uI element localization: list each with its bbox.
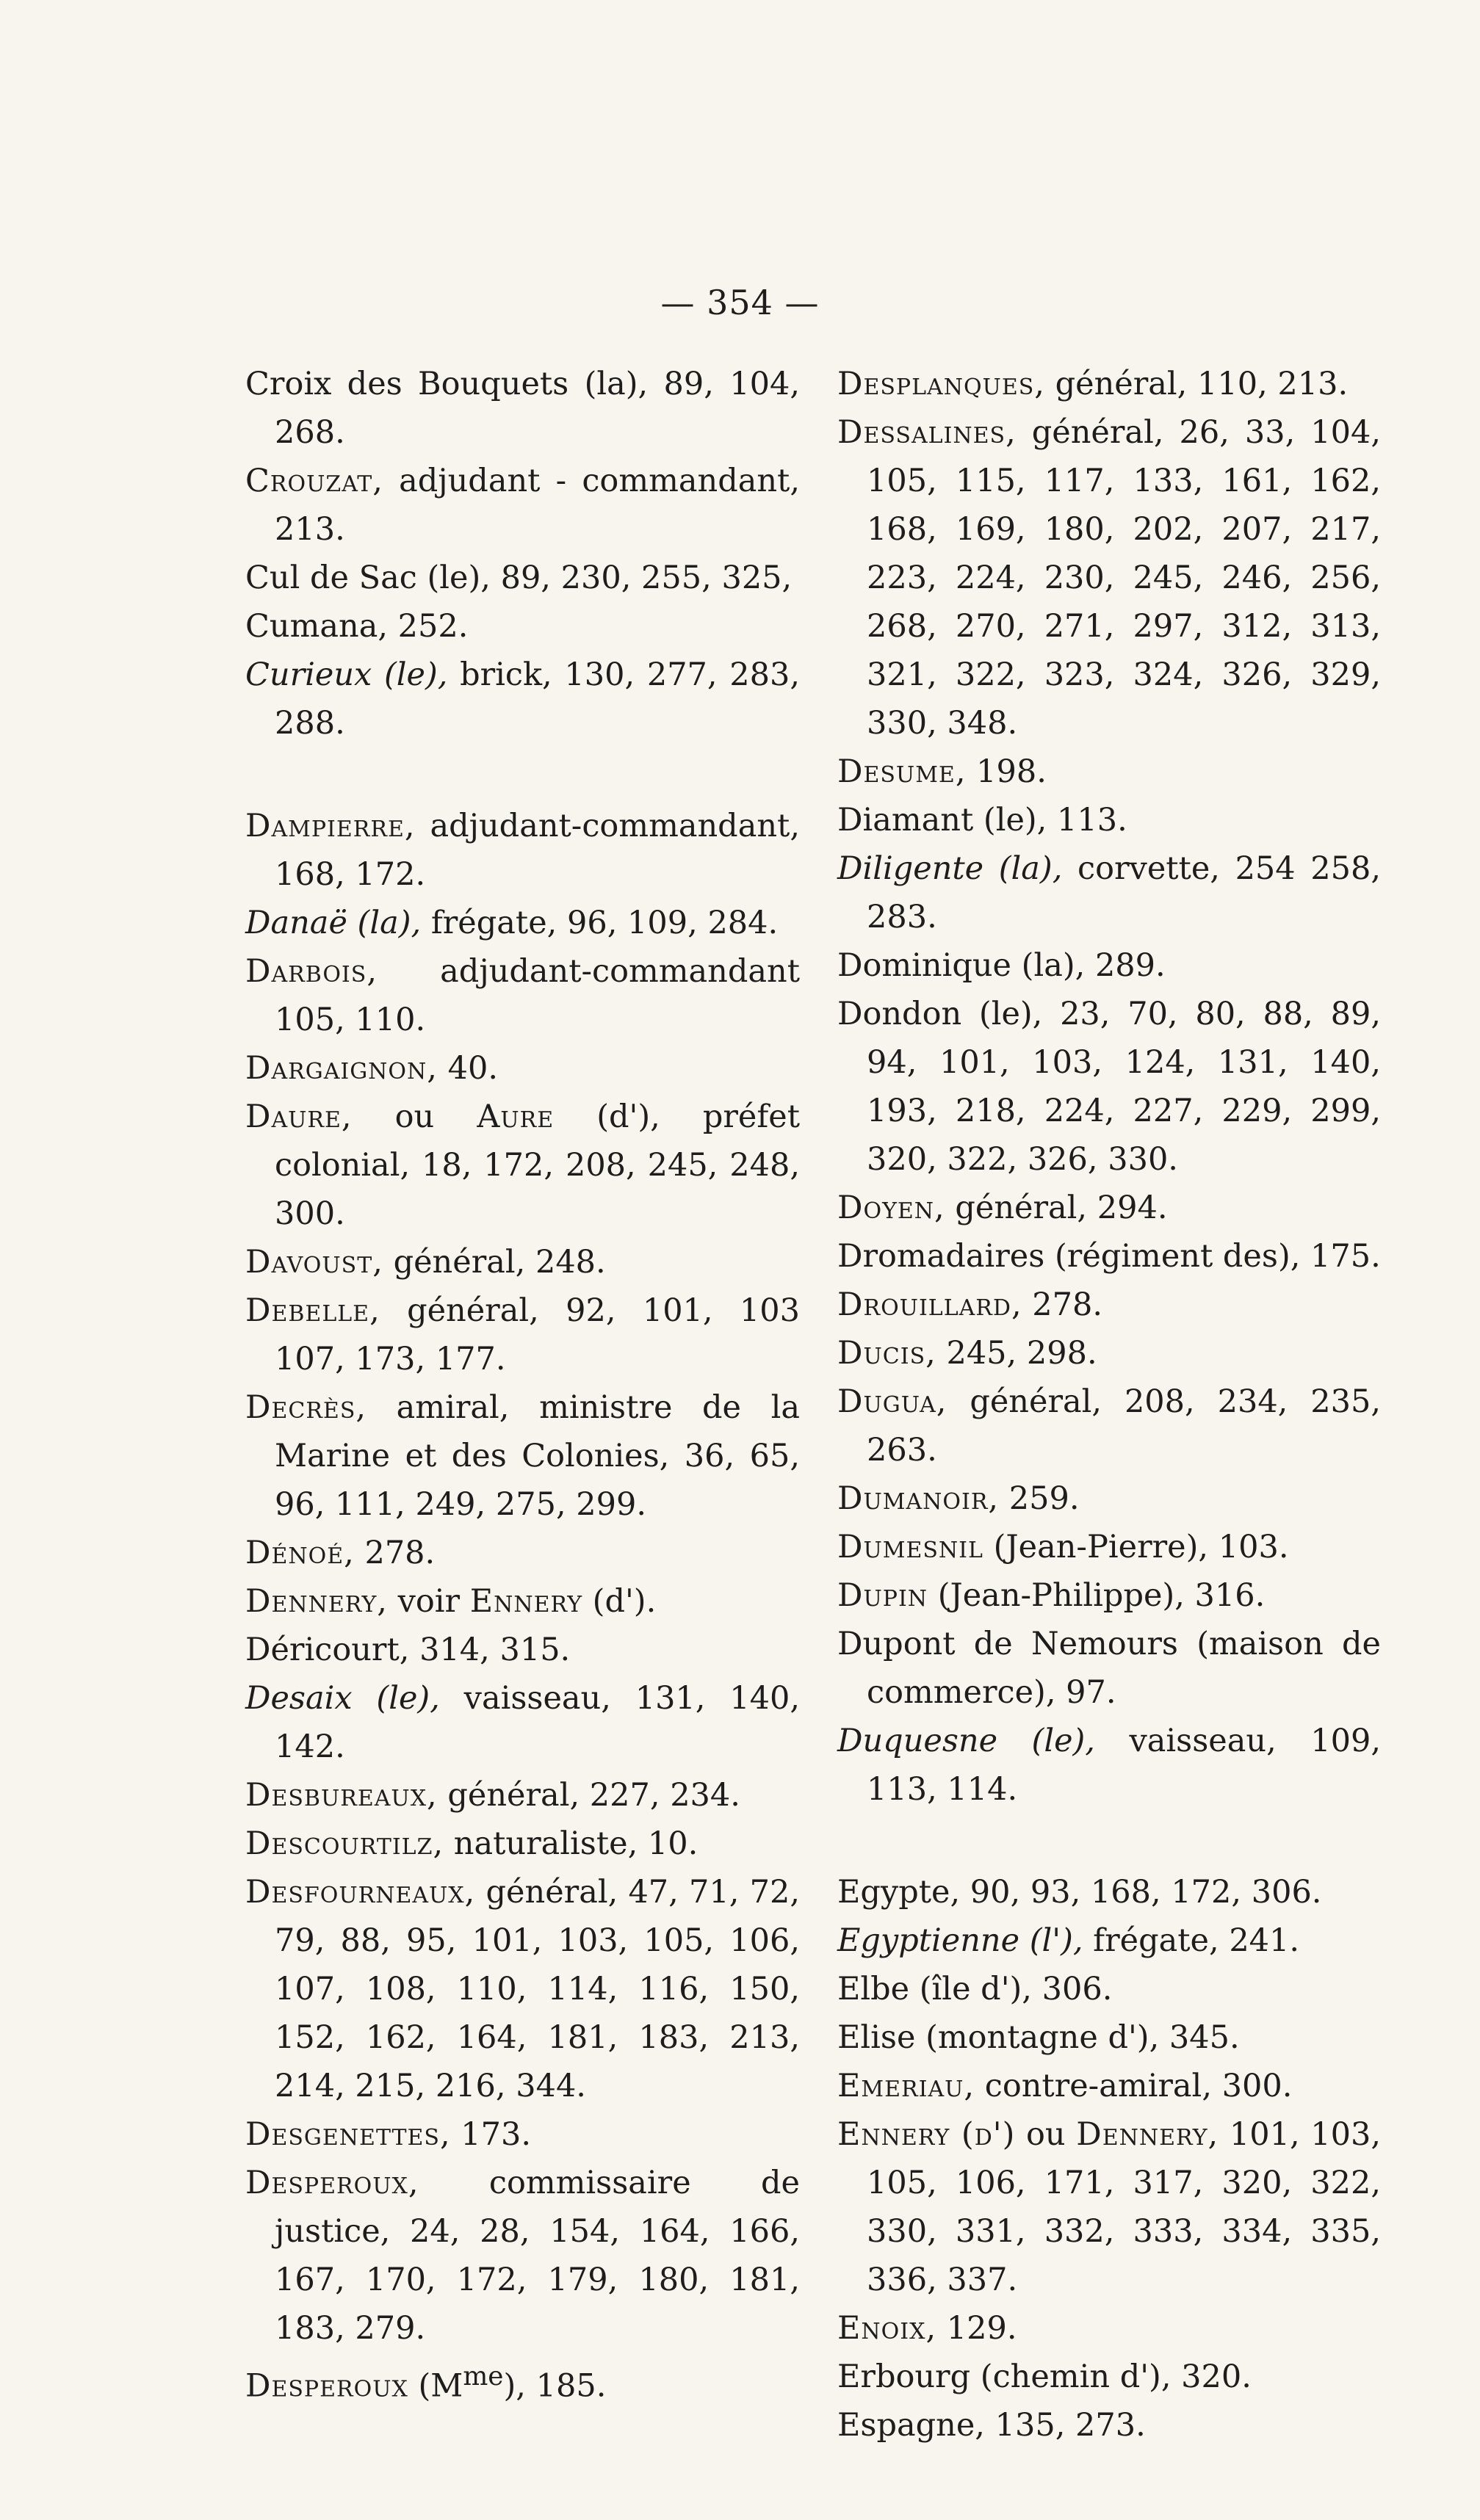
entry-text: naturaliste, 10. (444, 1825, 699, 1862)
entry-text: (M (408, 2367, 463, 2405)
entry-name: Dennery, (1076, 2116, 1219, 2153)
index-column-left (245, 360, 800, 2410)
entry-name: Desperoux, (245, 2165, 419, 2201)
entry-text: général, 294. (945, 1190, 1168, 1226)
index-entry (837, 1184, 1381, 1232)
index-entry (837, 844, 1381, 941)
index-entry (245, 1238, 800, 1286)
entry-name: Dargaignon, (245, 1050, 438, 1087)
index-entry (837, 2110, 1381, 2304)
index-entry: Erbourg (chemin d'), 320. (837, 2358, 1252, 2395)
entry-text: 173. (450, 2116, 532, 2153)
entry-name: Darbois, (245, 953, 378, 990)
entry-name: Debelle, (245, 1292, 380, 1329)
section-gap (245, 747, 800, 802)
index-entry: Elbe (île d'), 306. (837, 1971, 1113, 2007)
index-entry (245, 802, 800, 899)
index-entry: Dondon (le), 23, 70, 80, 88, 89, 94, 101, 103, 124, 131, 140, 193, 218, 224, 227, 229, 299, 320, 322, 326, 330. (837, 996, 1381, 1178)
entry-name: Desfourneaux, (245, 1874, 476, 1911)
entry-text: général, 248. (383, 1244, 606, 1281)
index-entry (837, 1916, 1381, 1965)
entry-text: 129. (936, 2310, 1017, 2347)
entry-text: général, 208, 234, 235, 263. (867, 1383, 1381, 1469)
index-entry (245, 1044, 800, 1093)
entry-name: Aure (477, 1098, 555, 1135)
index-entry (245, 2159, 800, 2353)
entry-name: Drouillard, (837, 1286, 1022, 1323)
entry-text: (d'). (582, 1583, 657, 1620)
index-entry (245, 1820, 800, 1868)
entry-name: Dampierre, (245, 808, 416, 844)
entry-text: adjudant-commandant, 168, 172. (275, 808, 800, 893)
entry-text: 245, 298. (936, 1335, 1097, 1372)
entry-text: corvette, 254 258, 283. (867, 850, 1382, 935)
section-gap (837, 1814, 1381, 1868)
entry-name: Desume, (837, 753, 967, 790)
entry-text: ou (1015, 2116, 1077, 2153)
entry-text: 40. (437, 1050, 498, 1087)
entry-text: général, 92, 101, 103 107, 173, 177. (275, 1292, 800, 1377)
entry-name: Desperoux (245, 2367, 408, 2405)
index-entry (245, 2110, 800, 2159)
index-entry: Dromadaires (régiment des), 175. (837, 1238, 1381, 1275)
entry-title: Diligente (la), (837, 850, 1063, 887)
index-entry (837, 747, 1381, 796)
entry-text: contre-amiral, 300. (975, 2068, 1293, 2104)
index-entry: Elise (montagne d'), 345. (837, 2019, 1240, 2056)
entry-name: Decrès, (245, 1389, 367, 1426)
index-entry: Cumana, 252. (245, 608, 469, 645)
entry-text: commissaire de justice, 24, 28, 154, 164, 166, 167, 170, 172, 179, 180, 181, 183, 279. (275, 2165, 800, 2347)
entry-name: Desbureaux, (245, 1777, 438, 1814)
index-entry (837, 1377, 1381, 1474)
index-entry (245, 1383, 800, 1529)
entry-text: 101, 103, 105, 106, 171, 317, 320, 322, 330, 331, 332, 333, 334, 335, 336, 337. (867, 2116, 1382, 2298)
index-entry: Croix des Bouquets (la), 89, 104, 268. (245, 366, 800, 451)
entry-name: Ennery (469, 1583, 583, 1620)
entry-text: brick, 130, 277, 283, 288. (275, 656, 800, 742)
index-entry (245, 899, 800, 947)
index-entry (245, 457, 800, 554)
index-entry: Espagne, 135, 273. (837, 2407, 1146, 2444)
entry-name: Enoix, (837, 2310, 937, 2347)
entry-name: Desplanques, (837, 366, 1045, 402)
entry-name: Dessalines, (837, 414, 1017, 451)
entry-name: Dénoé, (245, 1535, 355, 1571)
entry-name: Davoust, (245, 1244, 383, 1281)
entry-text: frégate, 96, 109, 284. (421, 905, 779, 941)
index-entry (837, 408, 1381, 747)
index-entry (837, 2062, 1381, 2110)
entry-text: ), 185. (503, 2367, 607, 2405)
entry-text: adjudant - commandant, 213. (275, 463, 800, 548)
entry-text: 278. (1022, 1286, 1103, 1323)
entry-name: Dennery, (245, 1583, 388, 1620)
index-entry (245, 1286, 800, 1383)
index-entry (837, 1474, 1381, 1523)
entry-title: Curieux (le), (245, 656, 448, 693)
index-entry (837, 360, 1381, 408)
index-entry (245, 2353, 800, 2410)
page-number: — 354 — (660, 283, 820, 322)
entry-text: ou (352, 1098, 477, 1135)
entry-text: adjudant-commandant 105, 110. (275, 953, 800, 1038)
entry-text: (Jean-Philippe), 316. (928, 1577, 1266, 1614)
index-entry (245, 1771, 800, 1820)
index-entry (837, 2304, 1381, 2353)
entry-text: général, 47, 71, 72, 79, 88, 95, 101, 103, 105, 106, 107, 108, 110, 114, 116, 150, 152, 162, 164, 181, 183, 213, 214, 215, 216, 344. (275, 1874, 800, 2104)
entry-name: Emeriau, (837, 2068, 975, 2104)
index-entry: Cul de Sac (le), 89, 230, 255, 325, (245, 560, 793, 596)
entry-name: Desgenettes, (245, 2116, 451, 2153)
entry-text: (d'), préfet colonial, 18, 172, 208, 245, 248, 300. (275, 1098, 801, 1232)
index-column-right (837, 360, 1381, 2450)
entry-text: amiral, ministre de la Marine et des Colonies, 36, 65, 96, 111, 249, 275, 299. (275, 1389, 800, 1523)
entry-name: Dugua, (837, 1383, 947, 1420)
entry-text: vaisseau, 131, 140, 142. (275, 1680, 800, 1765)
index-entry (245, 947, 800, 1044)
entry-name: Ennery (d') (837, 2116, 1016, 2153)
index-entry (245, 651, 800, 747)
entry-name: Dupin (837, 1577, 928, 1614)
entry-superscript: me (463, 2361, 504, 2392)
entry-text: 259. (999, 1480, 1080, 1517)
index-entry: Diamant (le), 113. (837, 802, 1127, 839)
entry-title: Egyptienne (l'), (837, 1922, 1083, 1959)
entry-name: Doyen, (837, 1190, 945, 1226)
entry-text: 278. (354, 1535, 436, 1571)
index-entry: Déricourt, 314, 315. (245, 1632, 571, 1668)
entry-text: voir (387, 1583, 470, 1620)
index-entry (245, 1577, 800, 1626)
entry-text: général, 110, 213. (1044, 366, 1349, 402)
entry-text: général, 26, 33, 104, 105, 115, 117, 133, 161, 162, 168, 169, 180, 202, 207, 217, 223, 224, 230, 245, 246, 256, 268, 270, 271, 297, 312, 313, 321, 322, 323, 324, 326, 329, 330, 348. (867, 414, 1381, 742)
index-entry (245, 1093, 800, 1238)
index-entry (837, 1329, 1381, 1377)
entry-name: Ducis, (837, 1335, 936, 1372)
index-entry (837, 1571, 1381, 1620)
entry-name: Crouzat, (245, 463, 383, 499)
index-entry: Dupont de Nemours (maison de commerce), 97. (837, 1626, 1381, 1711)
index-entry (837, 1523, 1381, 1571)
index-entry (245, 1674, 800, 1771)
entry-text: frégate, 241. (1083, 1922, 1300, 1959)
entry-title: Duquesne (le), (837, 1723, 1095, 1759)
entry-name: Daure, (245, 1098, 353, 1135)
entry-title: Danaë (la), (245, 905, 422, 941)
index-entry (245, 1529, 800, 1577)
entry-text: vaisseau, 109, 113, 114. (867, 1723, 1382, 1808)
index-entry (245, 1868, 800, 2110)
entry-name: Descourtilz, (245, 1825, 444, 1862)
index-entry: Egypte, 90, 93, 168, 172, 306. (837, 1874, 1322, 1911)
index-entry (837, 1281, 1381, 1329)
entry-title: Desaix (le), (245, 1680, 440, 1717)
entry-name: Dumanoir, (837, 1480, 1000, 1517)
index-entry (837, 1717, 1381, 1814)
entry-text: 198. (966, 753, 1047, 790)
entry-text: (Jean-Pierre), 103. (983, 1529, 1289, 1565)
entry-name: Dumesnil (837, 1529, 983, 1565)
entry-text: général, 227, 234. (437, 1777, 740, 1814)
index-entry: Dominique (la), 289. (837, 947, 1166, 984)
